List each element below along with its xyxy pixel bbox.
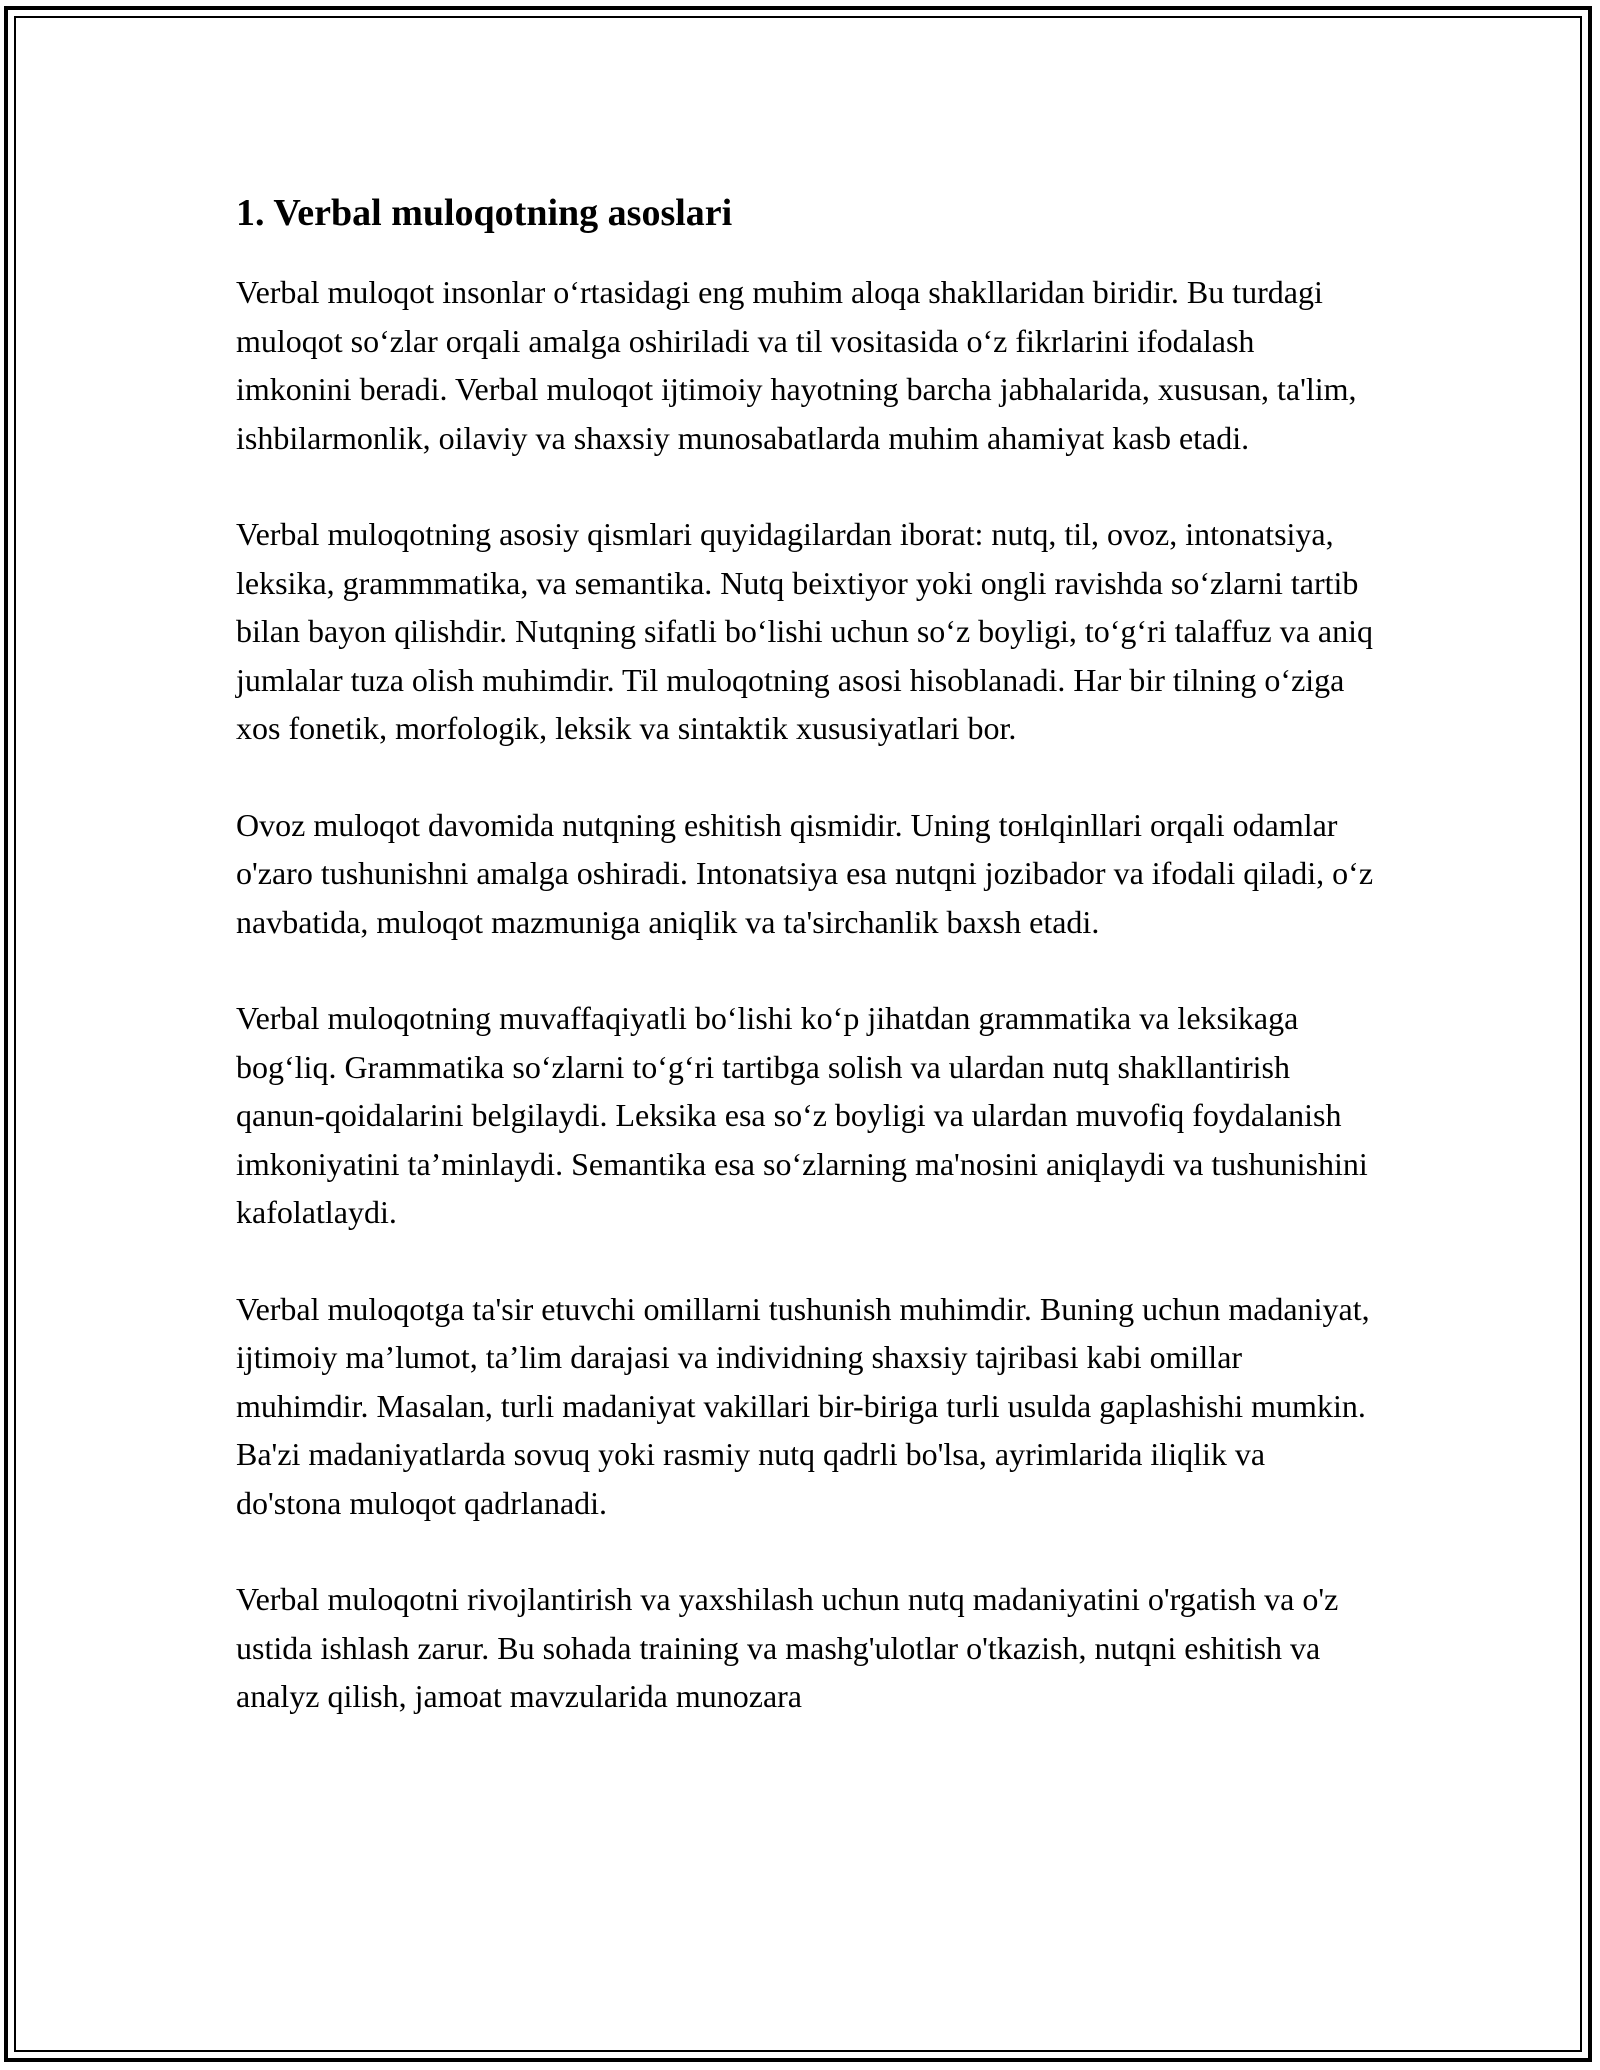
section-heading: 1. Verbal muloqotning asoslari: [236, 192, 733, 234]
paragraph-1: Verbal muloqot insonlar o‘rtasidagi eng muhim aloqa shakllaridan biridir. Bu turdagi muloqot so‘zlar orqali amalga oshiriladi va til vositasida o‘z fikrlarini ifodalash imkonini beradi. Verbal muloqot ijtimoiy hayotning barcha jabhalarida, xususan, ta'lim, ishbilarmonlik, oilaviy va shaxsiy munosabatlarda muhim ahamiyat kasb etadi.: [236, 274, 1357, 456]
paragraph-3: Ovoz muloqot davomida nutqning eshitish qismidir. Uning toнlqinllari orqali odamlar o'zaro tushunishni amalga oshiradi. Intonatsiya esa nutqni jozibador va ifodali qiladi, o‘z navbatida, muloqot mazmuniga aniqlik va ta'sirchanlik baxsh etadi.: [236, 806, 1374, 940]
paragraph-5: Verbal muloqotga ta'sir etuvchi omillarni tushunish muhimdir. Buning uchun madaniyat, ijtimoiy ma’lumot, ta’lim darajasi va individning shaxsiy tajribasi kabi omillar muhimdir. Masalan, turli madaniyat vakillari bir-biriga turli usulda gaplashishi mumkin. Ba'zi madaniyatlarda sovuq yoki rasmiy nutq qadrli bo'lsa, ayrimlarida iliqlik va do'stona muloqot qadrlanadi.: [236, 1290, 1370, 1521]
document-body: [236, 188, 1376, 1769]
paragraph-6: Verbal muloqotni rivojlantirish va yaxshilash uchun nutq madaniyatini o'rgatish va o'z ustida ishlash zarur. Bu sohada training va mashg'ulotlar o'tkazish, nutqni eshitish va analyz qilish, jamoat mavzularida munozara: [236, 1581, 1339, 1714]
paragraph-2: Verbal muloqotning asosiy qismlari quyidagilardan iborat: nutq, til, ovoz, intonatsiya, leksika, grammmatika, va semantika. Nutq beixtiyor yoki ongli ravishda so‘zlarni tartib bilan bayon qilishdir. Nutqning sifatli bo‘lishi uchun so‘z boyligi, to‘g‘ri talaffuz va aniq jumlalar tuza olish muhimdir. Til muloqotning asosi hisoblanadi. Har bir tilning o‘ziga xos fonetik, morfologik, leksik va sintaktik xususiyatlari bor.: [236, 516, 1373, 746]
paragraph-4: Verbal muloqotning muvaffaqiyatli bo‘lishi ko‘p jihatdan grammatika va leksikaga bog‘liq. Grammatika so‘zlarni to‘g‘ri tartibga solish va ulardan nutq shakllantirish qanun-qoidalarini belgilaydi. Leksika esa so‘z boyligi va ulardan muvofiq foydalanish imkoniyatini ta’minlaydi. Semantika esa so‘zlarning ma'nosini aniqlaydi va tushunishini kafolatlaydi.: [236, 1000, 1368, 1230]
